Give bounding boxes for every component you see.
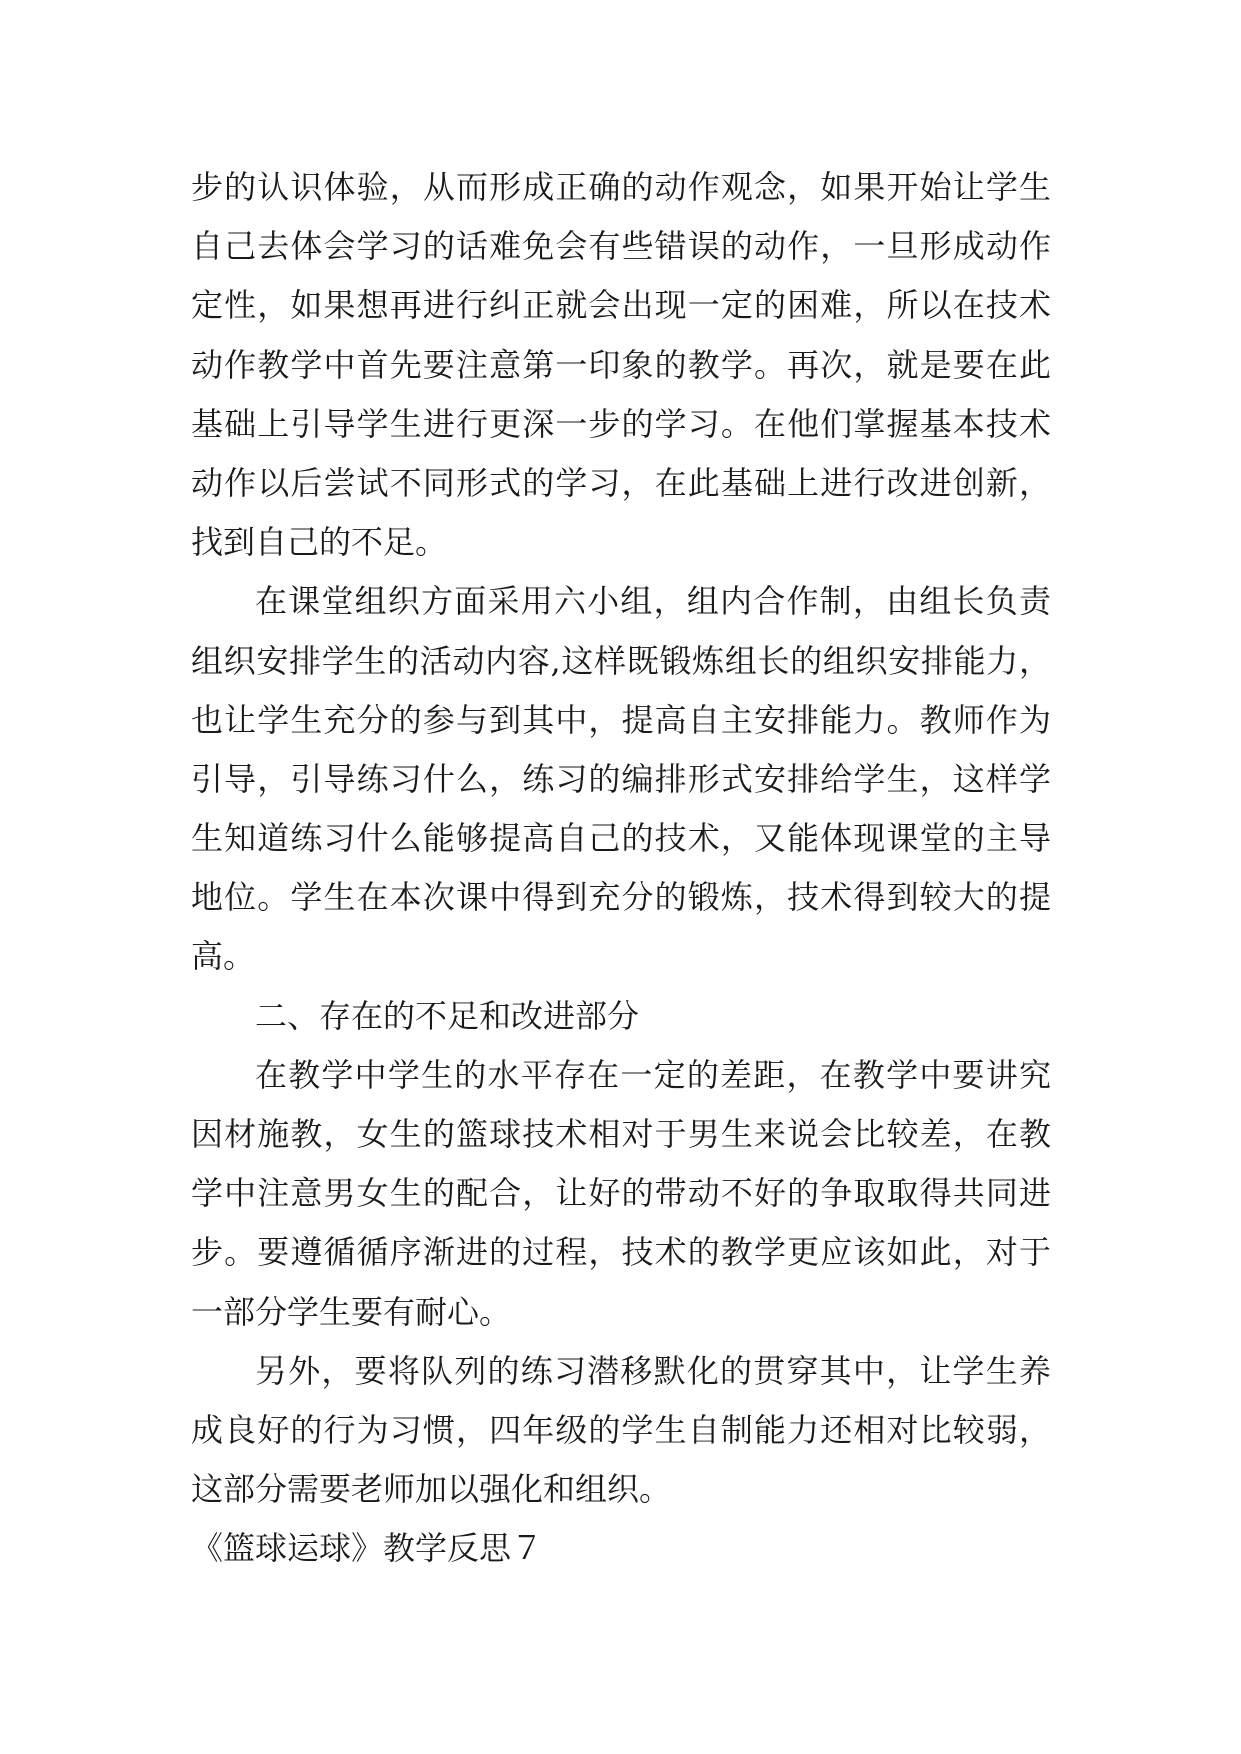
text-line: 也让学生充分的参与到其中，提高自主安排能力。教师作为 bbox=[191, 700, 1051, 739]
text-line: 找到自己的不足。 bbox=[191, 523, 448, 562]
text-line: 一部分学生要有耐心。 bbox=[191, 1292, 512, 1331]
text-line: 学中注意男女生的配合，让好的带动不好的争取取得共同进 bbox=[191, 1174, 1051, 1213]
paragraph-4 bbox=[191, 1342, 1051, 1520]
next-article-title: 《篮球运球》教学反思７ bbox=[191, 1529, 544, 1568]
text-line: 生知道练习什么能够提高自己的技术，又能体现课堂的主导 bbox=[191, 819, 1051, 858]
text-line: 动作以后尝试不同形式的学习，在此基础上进行改进创新， bbox=[191, 463, 1051, 502]
text-line: 另外，要将队列的练习潜移默化的贯穿其中，让学生养 bbox=[255, 1351, 1051, 1390]
text-line: 因材施教，女生的篮球技术相对于男生来说会比较差，在教 bbox=[191, 1115, 1051, 1153]
document-body bbox=[191, 158, 1051, 1579]
text-line: 定性，如果想再进行纠正就会出现一定的困难，所以在技术 bbox=[191, 286, 1051, 325]
text-line: 高。 bbox=[191, 937, 256, 976]
text-line: 步。要遵循循序渐进的过程，技术的教学更应该如此，对于 bbox=[191, 1233, 1051, 1272]
paragraph-1 bbox=[191, 158, 1051, 572]
text-line: 动作教学中首先要注意第一印象的教学。再次，就是要在此 bbox=[191, 345, 1051, 384]
text-line: 成良好的行为习惯，四年级的学生自制能力还相对比较弱， bbox=[191, 1410, 1051, 1449]
text-line: 自己去体会学习的话难免会有些错误的动作，一旦形成动作 bbox=[191, 227, 1051, 266]
section-heading: 二、存在的不足和改进部分 bbox=[255, 996, 640, 1035]
text-line: 地位。学生在本次课中得到充分的锻炼，技术得到较大的提 bbox=[191, 878, 1051, 917]
text-line: 在教学中学生的水平存在一定的差距，在教学中要讲究 bbox=[255, 1055, 1051, 1094]
text-line: 步的认识体验，从而形成正确的动作观念，如果开始让学生 bbox=[191, 168, 1051, 206]
text-line: 组织安排学生的活动内容,这样既锻炼组长的组织安排能力， bbox=[191, 641, 1051, 680]
text-line: 基础上引导学生进行更深一步的学习。在他们掌握基本技术 bbox=[191, 404, 1051, 443]
text-line: 这部分需要老师加以强化和组织。 bbox=[191, 1470, 672, 1509]
text-line: 在课堂组织方面采用六小组，组内合作制，由组长负责 bbox=[255, 582, 1051, 621]
paragraph-3 bbox=[191, 1046, 1051, 1342]
text-line: 引导，引导练习什么，练习的编排形式安排给学生，这样学 bbox=[191, 759, 1051, 798]
paragraph-2 bbox=[191, 572, 1051, 986]
